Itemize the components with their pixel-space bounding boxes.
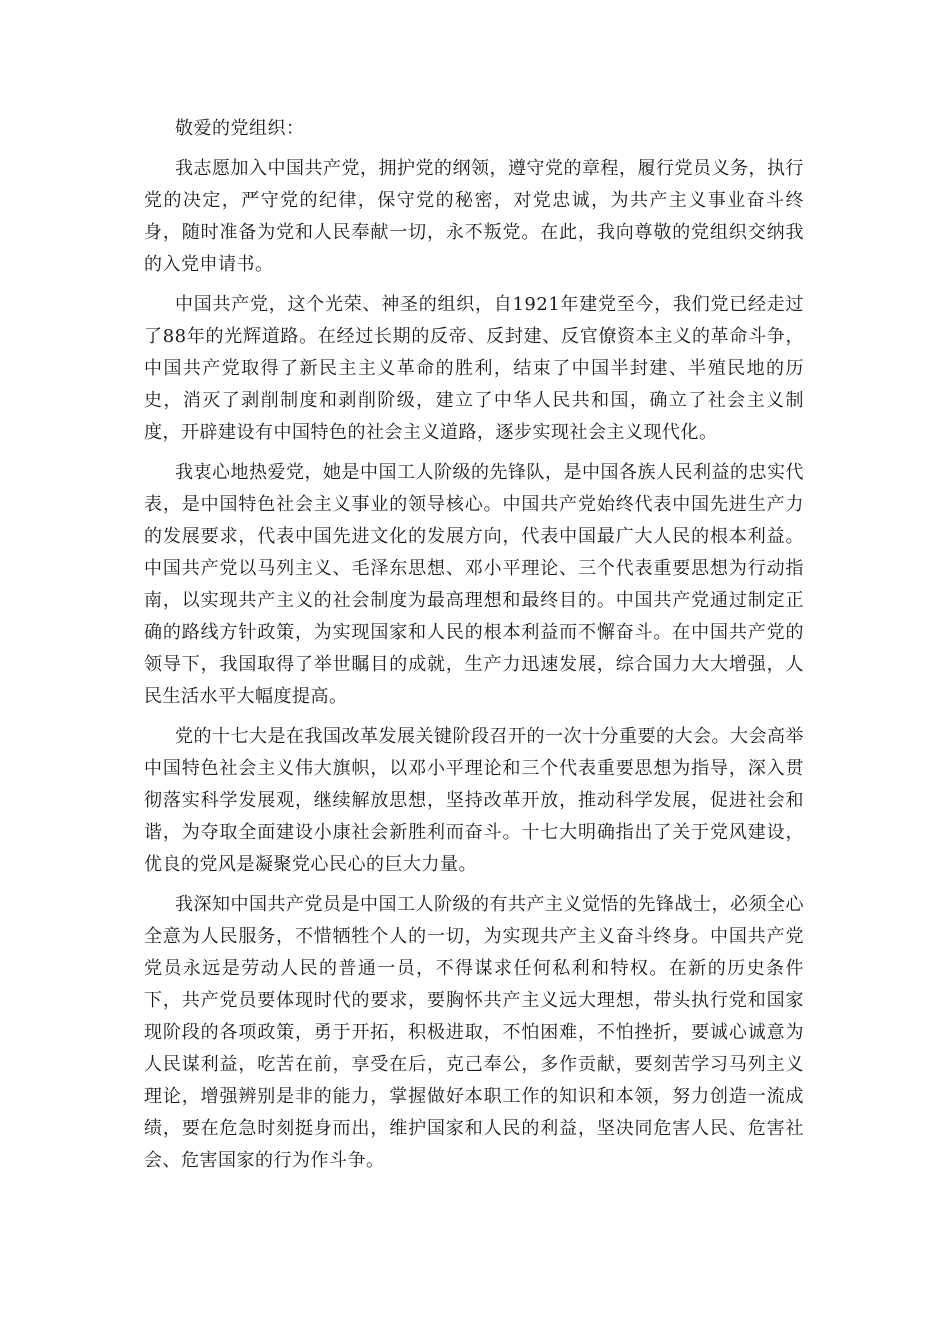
paragraph-5: 我深知中国共产党员是中国工人阶级的有共产主义觉悟的先锋战士，必须全心全意为人民服务，不惜牺牲个人的一切，为实现共产主义奋斗终身。中国共产党党员永远是劳动人民的普通一员，不得谋求任何私利和特权。在新的历史条件下，共产党员要体现时代的要求，要胸怀共产主义远大理想，带头执行党和国家现阶段的各项政策，勇于开拓，积极进取，不怕困难，不怕挫折，要诚心诚意为人民谋利益，吃苦在前，享受在后，克己奉公，多作贡献，要刻苦学习马列主义理论，增强辨别是非的能力，掌握做好本职工作的知识和本领，努力创造一流成绩，要在危急时刻挺身而出，维护国家和人民的利益，坚决同危害人民、危害社会、危害国家的行为作斗争。 <box>144 894 804 1171</box>
salutation: 敬爱的党组织： <box>175 118 305 139</box>
letter-body <box>144 113 804 1185</box>
paragraph-4: 党的十七大是在我国改革发展关键阶段召开的一次十分重要的大会。大会高举中国特色社会主义伟大旗帜，以邓小平理论和三个代表重要思想为指导，深入贯彻落实科学发展观，继续解放思想，坚持改革开放，推动科学发展，促进社会和谐，为夺取全面建设小康社会新胜利而奋斗。十七大明确指出了关于党风建设，优良的党风是凝聚党心民心的巨大力量。 <box>144 726 804 875</box>
paragraph-3: 我衷心地热爱党，她是中国工人阶级的先锋队，是中国各族人民利益的忠实代表，是中国特色社会主义事业的领导核心。中国共产党始终代表中国先进生产力的发展要求，代表中国先进文化的发展方向，代表中国最广大人民的根本利益。中国共产党以马列主义、毛泽东思想、邓小平理论、三个代表重要思想为行动指南，以实现共产主义的社会制度为最高理想和最终目的。中国共产党通过制定正确的路线方针政策，为实现国家和人民的根本利益而不懈奋斗。在中国共产党的领导下，我国取得了举世瞩目的成就，生产力迅速发展，综合国力大大增强，人民生活水平大幅度提高。 <box>144 462 804 707</box>
paragraph-1: 我志愿加入中国共产党，拥护党的纲领，遵守党的章程，履行党员义务，执行党的决定，严守党的纪律，保守党的秘密，对党忠诚，为共产主义事业奋斗终身，随时准备为党和人民奉献一切，永不叛党。在此，我向尊敬的党组织交纳我的入党申请书。 <box>144 158 804 275</box>
paragraph-2: 中国共产党，这个光荣、神圣的组织，自1921年建党至今，我们党已经走过了88年的光辉道路。在经过长期的反帝、反封建、反官僚资本主义的革命斗争，中国共产党取得了新民主主义革命的胜利，结束了中国半封建、半殖民地的历史，消灭了剥削制度和剥削阶级，建立了中华人民共和国，确立了社会主义制度，开辟建设有中国特色的社会主义道路，逐步实现社会主义现代化。 <box>144 294 804 443</box>
